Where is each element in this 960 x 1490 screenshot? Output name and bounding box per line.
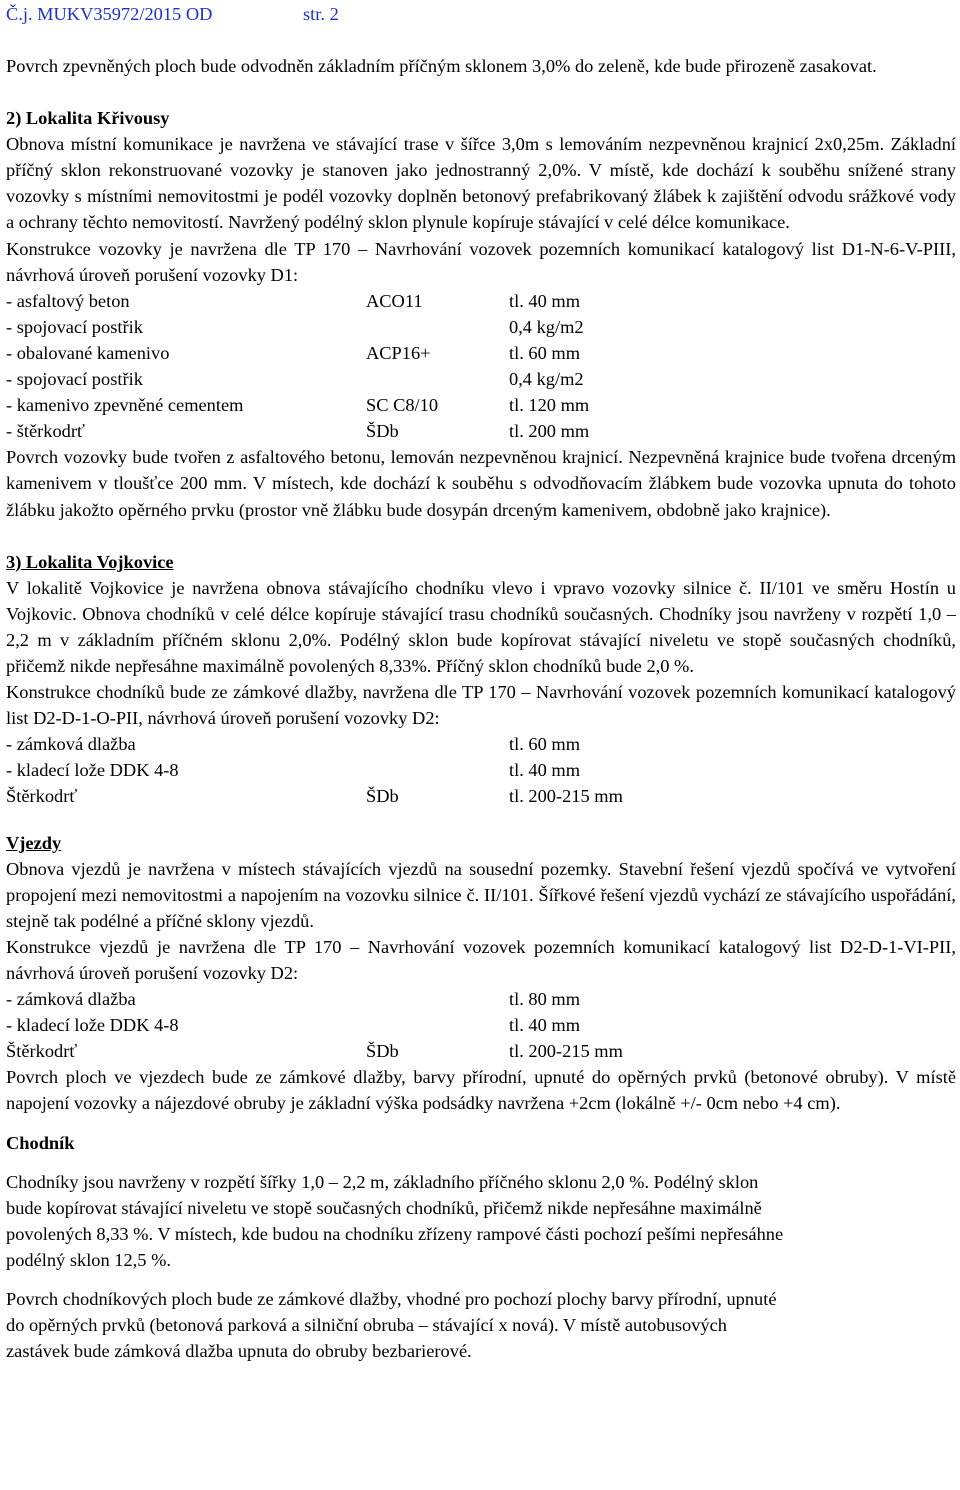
- layer-row: [6, 1012, 956, 1038]
- document-page: [0, 1, 960, 1490]
- layer-row: [6, 288, 956, 314]
- vjezdy-layers-table: [6, 986, 956, 1064]
- layer-name: - zámková dlažba: [6, 989, 136, 1010]
- layer-row: [6, 418, 956, 444]
- section-title-chodnik: Chodník: [6, 1132, 75, 1153]
- layer-row: [6, 986, 956, 1012]
- text-line: zastávek bude zámková dlažba upnuta do obruby bezbarierové.: [6, 1341, 472, 1362]
- vojkovice-paragraph-1: V lokalitě Vojkovice je navržena obnova stávajícího chodníku vlevo i vpravo vozovky silnice č. II/101 ve směru Hostín u Vojkovic. Obnova chodníků v celé délce kopíruje stávající trasu chodníků současných. Chodníky jsou navrženy v rozpětí 1,0 – 2,2 m v základním příčném sklonu 2,0%. Podélný sklon bude kopírovat stávající niveletu ve stopě současných chodníků, přičemž nikde nepřesáhne maximálně povolených 8,33%. Příčný sklon chodníků bude 2,0 %.: [6, 577, 956, 676]
- layer-row: [6, 1038, 956, 1064]
- page-header: [6, 1, 956, 27]
- layer-name: - kamenivo zpevněné cementem: [6, 395, 244, 416]
- layer-row: [6, 366, 956, 392]
- vjezdy-paragraph-3: Povrch ploch ve vjezdech bude ze zámkové dlažby, barvy přírodní, upnuté do opěrných prvků (betonové obruby). V místě napojení vozovky a nájezdové obruby je základní výška podsádky navržena +2cm (lokálně +/- 0cm nebo +4 cm).: [6, 1067, 956, 1114]
- layer-type: ŠDb: [366, 421, 399, 442]
- layer-value: tl. 60 mm: [509, 734, 581, 755]
- layer-value: tl. 80 mm: [509, 989, 581, 1010]
- krivousy-layers-table: [6, 288, 956, 445]
- section-title-vjezdy: Vjezdy: [6, 832, 62, 853]
- vojkovice-paragraph-2: Konstrukce chodníků bude ze zámkové dlažby, navržena dle TP 170 – Navrhování vozovek pozemních komunikací katalogový list D2-D-1-O-PII, návrhová úroveň porušení vozovky D2:: [6, 682, 956, 729]
- text-line: podélný sklon 12,5 %.: [6, 1249, 171, 1270]
- layer-name: Štěrkodrť: [6, 786, 78, 807]
- layer-name: - kladecí lože DDK 4-8: [6, 760, 179, 781]
- layer-type: ACO11: [366, 290, 423, 311]
- vojkovice-layers-table: [6, 731, 956, 809]
- layer-value: tl. 40 mm: [509, 290, 581, 311]
- layer-type: ŠDb: [366, 1041, 399, 1062]
- layer-value: 0,4 kg/m2: [509, 369, 584, 390]
- layer-row: [6, 392, 956, 418]
- layer-row: [6, 731, 956, 757]
- layer-type: ŠDb: [366, 786, 399, 807]
- vjezdy-paragraph-1: Obnova vjezdů je navržena v místech stávajících vjezdů na sousední pozemky. Stavební řešení vjezdů spočívá ve vytvoření propojení mezi nemovitostmi a napojením na vozovku silnice č. II/101. Šířkové řešení vjezdů vychází ze stávajícího uspořádání, stejně tak podélné a příčné sklony vjezdů.: [6, 858, 956, 931]
- layer-name: - obalované kamenivo: [6, 342, 170, 363]
- layer-name: - kladecí lože DDK 4-8: [6, 1015, 179, 1036]
- krivousy-paragraph-1: Obnova místní komunikace je navržena ve stávající trase v šířce 3,0m s lemováním nezpevněnou krajnicí 2x0,25m. Základní příčný sklon rekonstruované vozovky je stanoven jako jednostranný 2,0%. V místě, kde dochází k souběhu snížené strany vozovky s místními nemovitostmi je podél vozovky doplněn betonový prefabrikovaný žlábek k zajištění odvodu srážkové vody a ochrany těchto nemovitostí. Navržený podélný sklon plynule kopíruje stávající v celé délce komunikace.: [6, 134, 956, 233]
- layer-name: - zámková dlažba: [6, 734, 136, 755]
- chodnik-paragraph-2: [6, 1286, 956, 1364]
- chodnik-paragraph-1: [6, 1169, 956, 1273]
- text-line: bude kopírovat stávající niveletu ve stopě současných chodníků, přičemž nikde nepřesáhne maximálně: [6, 1197, 762, 1218]
- layer-name: - spojovací postřik: [6, 316, 143, 337]
- section-title-vojkovice: 3) Lokalita Vojkovice: [6, 551, 174, 572]
- reference-number: Č.j. MUKV35972/2015 OD: [6, 4, 213, 24]
- layer-name: - štěrkodrť: [6, 421, 85, 442]
- layer-row: [6, 340, 956, 366]
- vjezdy-paragraph-2: Konstrukce vjezdů je navržena dle TP 170 – Navrhování vozovek pozemních komunikací katalogový list D2-D-1-VI-PII, návrhová úroveň porušení vozovky D2:: [6, 936, 956, 983]
- intro-paragraph: Povrch zpevněných ploch bude odvodněn základním příčným sklonem 3,0% do zeleně, kde bude přirozeně zasakovat.: [6, 56, 877, 76]
- layer-name: - asfaltový beton: [6, 290, 130, 311]
- layer-type: SC C8/10: [366, 395, 439, 416]
- page-number: str. 2: [303, 4, 339, 24]
- text-line: Povrch chodníkových ploch bude ze zámkové dlažby, vhodné pro pochozí plochy barvy přírodní, upnuté: [6, 1289, 777, 1310]
- layer-row: [6, 783, 956, 809]
- layer-value: tl. 40 mm: [509, 760, 581, 781]
- layer-value: tl. 200-215 mm: [509, 1041, 623, 1062]
- layer-row: [6, 314, 956, 340]
- layer-name: - spojovací postřik: [6, 369, 143, 390]
- layer-value: tl. 120 mm: [509, 395, 590, 416]
- layer-value: tl. 40 mm: [509, 1015, 581, 1036]
- layer-type: ACP16+: [366, 342, 431, 363]
- krivousy-paragraph-2: Konstrukce vozovky je navržena dle TP 170 – Navrhování vozovek pozemních komunikací katalogový list D1-N-6-V-PIII, návrhová úroveň porušení vozovky D1:: [6, 238, 956, 285]
- section-title-krivousy: 2) Lokalita Křivousy: [6, 108, 170, 129]
- layer-value: 0,4 kg/m2: [509, 316, 584, 337]
- layer-row: [6, 757, 956, 783]
- text-line: do opěrných prvků (betonová parková a silniční obruba – stávající x nová). V místě autobusových: [6, 1315, 727, 1336]
- krivousy-paragraph-3: Povrch vozovky bude tvořen z asfaltového betonu, lemován nezpevněnou krajnicí. Nezpevněná krajnice bude tvořena drceným kamenivem v tloušťce 200 mm. V místech, kde dochází k souběhu s odvodňovacím žlábkem bude vozovka upnuta do tohoto žlábku jakožto opěrného prvku (prostor vně žlábku bude dosypán drceným kamenivem, obdobně jako krajnice).: [6, 447, 956, 520]
- layer-name: Štěrkodrť: [6, 1041, 78, 1062]
- text-line: Chodníky jsou navrženy v rozpětí šířky 1,0 – 2,2 m, základního příčného sklonu 2,0 %. Podélný sklon: [6, 1171, 759, 1192]
- text-line: povolených 8,33 %. V místech, kde budou na chodníku zřízeny rampové části pochozí pešími nepřesáhne: [6, 1223, 784, 1244]
- layer-value: tl. 200-215 mm: [509, 786, 623, 807]
- layer-value: tl. 200 mm: [509, 421, 590, 442]
- layer-value: tl. 60 mm: [509, 342, 581, 363]
